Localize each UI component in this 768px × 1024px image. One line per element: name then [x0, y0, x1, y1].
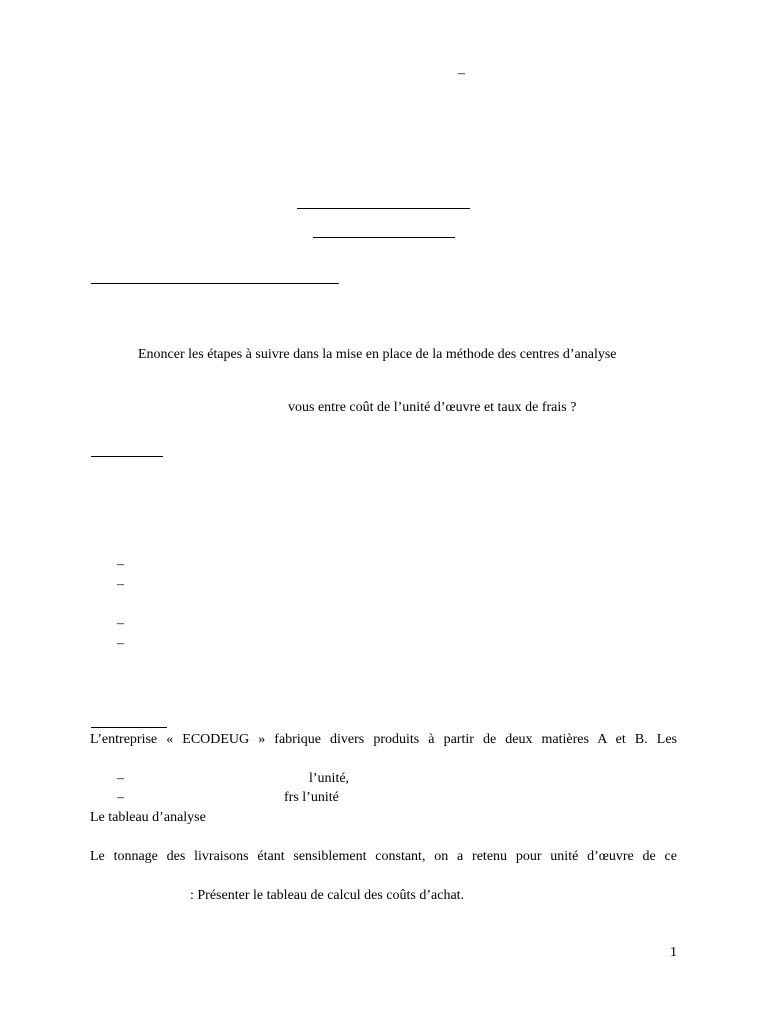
list-item: – — [117, 636, 124, 651]
section-underline — [91, 283, 339, 284]
header-dash: – — [458, 66, 465, 81]
subtitle-underline — [313, 237, 455, 238]
exercise-intro: L’entreprise « ECODEUG » fabrique divers produits à partir de deux matières A et B. Les — [90, 732, 677, 747]
bullet-1-text: l’unité, — [309, 771, 350, 786]
tonnage-text: Le tonnage des livraisons étant sensiblement constant, on a retenu pour unité d’œuvre de ce — [90, 849, 677, 864]
question-2-text: vous entre coût de l’unité d’œuvre et taux de frais ? — [288, 400, 577, 415]
list-item: – — [117, 557, 124, 572]
list-item: – — [117, 577, 124, 592]
table-label: Le tableau d’analyse — [90, 810, 206, 825]
task-text: : Présenter le tableau de calcul des coûts d’achat. — [190, 888, 465, 903]
page-number: 1 — [670, 945, 677, 960]
exercise-underline — [91, 727, 167, 728]
bullet-2-text: frs l’unité — [284, 790, 339, 805]
title-underline — [297, 208, 470, 209]
list-item: – — [117, 616, 124, 631]
bullet-2-dash: – — [117, 790, 124, 805]
question-1-text: Enoncer les étapes à suivre dans la mise en place de la méthode des centres d’analyse — [138, 347, 617, 362]
bullet-1-dash: – — [117, 771, 124, 786]
answer-underline — [91, 456, 163, 457]
